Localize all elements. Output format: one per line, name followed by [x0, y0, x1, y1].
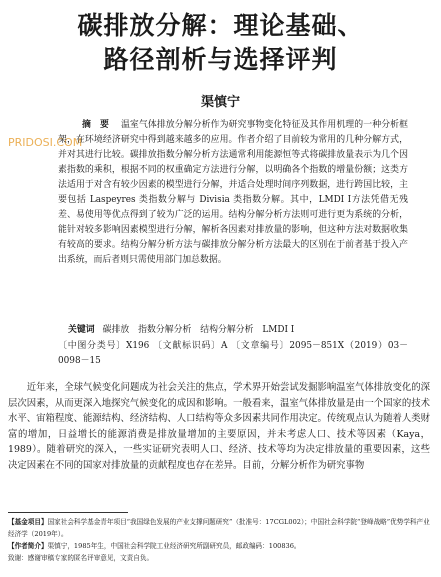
footnote-funding-label: 【基金项目】 [8, 518, 48, 526]
footnote-funding-text: 国家社会科学基金青年项目“我国绿色发展的产业支撑问题研究”（批准号：17CGL002）；中国社会科学院“登峰战略”优势学科产业经济学（2019年）。 [8, 518, 430, 538]
footnote-author-text: 渠慎宁，1985年生，中国社会科学院工业经济研究所副研究员，邮政编码：100836。 [47, 542, 301, 550]
footnote-author [8, 540, 430, 552]
footnotes [8, 516, 430, 564]
footnote-divider [8, 512, 128, 513]
watermark: PRIDOSI.COM [8, 136, 83, 149]
abstract [58, 118, 408, 268]
article-title-line2: 路径剖析与选择评判 [103, 45, 338, 74]
abstract-text: 温室气体排放分解分析作为研究事物变化特征及其作用机理的一种分析框架，在环境经济研究中得到越来越多的应用。作者介绍了目前较为常用的几种分解方式，并对其进行比较。碳排放指数分解分析方法通常利用能源恒等式将碳排放量表示为几个因素指数的乘积，根据不同的权重确定方法进行分解，以明确各个指数的增量份额；这类方法适用于对含有较少因素的模型进行分解，并适合处理时间序列数据，进行跨国比较，主要包括 Laspeyres 类指数分解与 Divisia 类指数分解。其中，LMDI Ⅰ方法凭借无残差、易使用等优点得到了较为广泛的运用。结构分解分析方法则可进行更为系统的分析，能针对较多影响因素模型进行分解，解析各因素对排放量的影响，但这种方法对数据收集有较高的要求。结构分解分析方法与碳排放分解分析方法最大的区别在于前者基于投入产出系统，而后者则只需使用部门加总数据。 [58, 120, 409, 265]
footnote-author-label: 【作者简介】 [8, 542, 48, 550]
abstract-label: 摘 要 [82, 120, 109, 130]
classification-line: 〔中图分类号〕X196 〔文献标识码〕A 〔文章编号〕2095－851X（2019）03－0098－15 [58, 341, 408, 366]
keywords [58, 323, 408, 338]
body-paragraph: 近年来，全球气候变化问题成为社会关注的焦点，学术界开始尝试发掘影响温室气体排放变化的深层次因素，从而更深入地探究气候变化的成因和影响。一般看来，温室气体排放量是由一个国家的技术水平、宙箱程度、能源结构、经济结构、人口结构等众多因素共同作用决定。传统观点认为随着人类财富的增加，日益增长的能源消费是排放量增加的主要原因，并未考虑人口、技术等因素（Kaya，1989）。随着研究的深入，一些实证研究表明人口、经济、技术等均为决定排放量的重要因素，这些决定因素在不同的国家对排放量的贡献程度也存在差异。目前，分解分析作为研究事物 [8, 382, 430, 471]
keywords-text: 碳排放 指数分解分析 结构分解分析 LMDI Ⅰ [102, 325, 295, 335]
keywords-label: 关键词 [68, 325, 95, 335]
footnote-thanks: 致谢：感谢审稿专家的匿名评审意见，文责自负。 [8, 554, 154, 562]
footnote-funding [8, 516, 430, 540]
author-name: 渠慎宁 [200, 95, 240, 110]
article-title-line1: 碳排放分解：理论基础、 [77, 11, 364, 40]
